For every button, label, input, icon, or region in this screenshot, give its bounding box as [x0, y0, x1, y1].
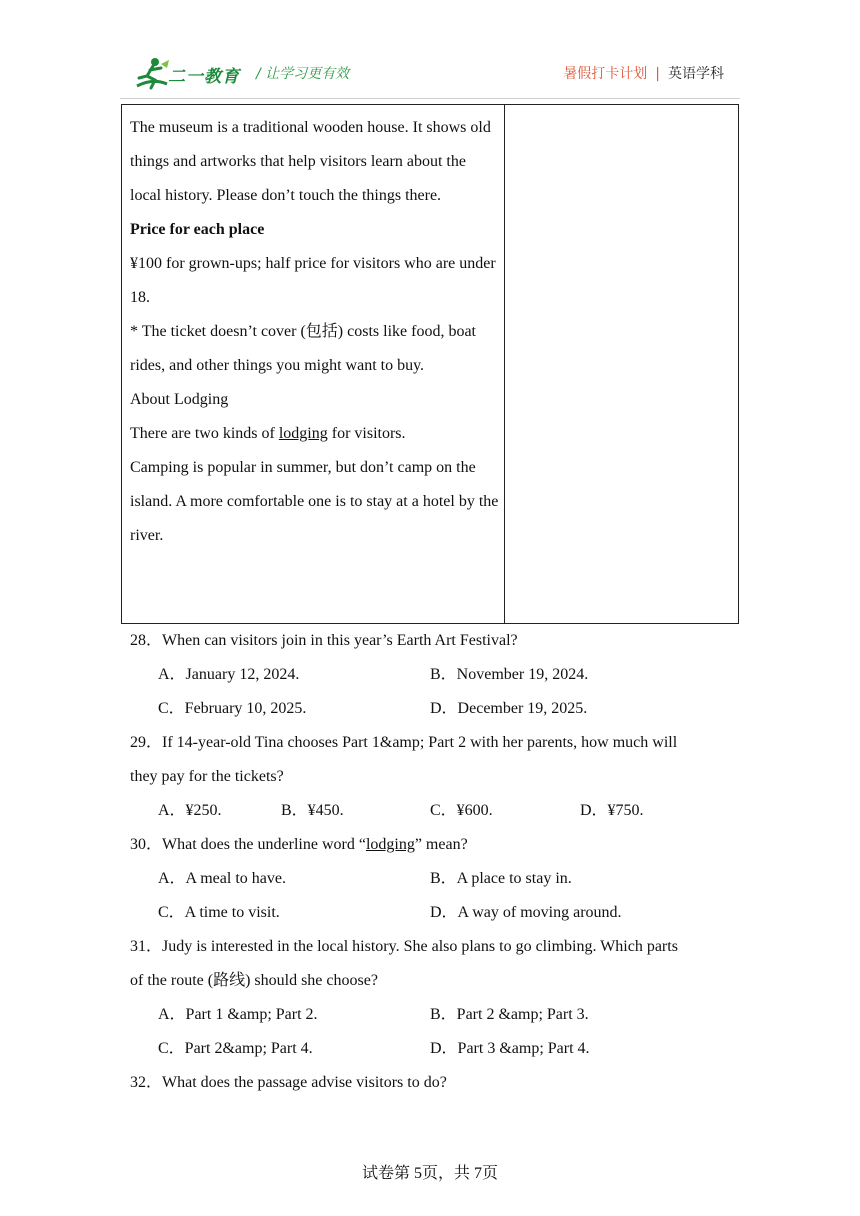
price-heading: Price for each place	[130, 221, 265, 238]
q30-option-a: A．A meal to have.	[158, 870, 286, 887]
summer-plan-label: 暑假打卡计划	[563, 66, 648, 82]
q28-option-b: B．November 19, 2024.	[430, 666, 589, 683]
q29-option-c: C．¥600.	[430, 802, 493, 819]
slogan: / 让学习更有效	[256, 66, 350, 82]
passage-cell	[130, 111, 500, 553]
q31-option-b: B．Part 2 &amp; Part 3.	[430, 1006, 589, 1023]
subject-label: 英语学科	[668, 66, 724, 82]
q30-stem-after: ” mean?	[414, 836, 468, 853]
header-rule	[120, 98, 740, 99]
header-right	[563, 63, 724, 83]
question-30	[130, 828, 730, 862]
q28-option-c: C．February 10, 2025.	[158, 700, 307, 717]
question-28: 28．When can visitors join in this year’s Earth Art Festival?	[130, 632, 518, 649]
question-29-line1: 29．If 14-year-old Tina chooses Part 1&amp; Part 2 with her parents, how much will	[130, 734, 678, 751]
question-29-line2: they pay for the tickets?	[130, 768, 284, 785]
q30-option-c: C．A time to visit.	[158, 904, 280, 921]
q31-option-a: A．Part 1 &amp; Part 2.	[158, 1006, 318, 1023]
lodging-intro-before: There are two kinds of	[130, 425, 279, 442]
page-footer: 试卷第 5页，共 7页	[361, 1165, 498, 1182]
logo-text: 二一教育	[168, 67, 240, 87]
passage-table	[121, 104, 739, 624]
lodging-heading: About Lodging	[130, 391, 229, 408]
q29-option-d: D．¥750.	[580, 802, 644, 819]
lodging-underlined-word: lodging	[278, 425, 328, 442]
q30-stem-before: 30．What does the underline word “	[130, 836, 366, 853]
lodging-text: Camping is popular in summer, but don’t camp on the island. A more comfortable one is to stay at a hotel by the river.	[130, 459, 499, 544]
museum-paragraph: The museum is a traditional wooden house. It shows old things and artworks that help visitors learn about the local history. Please don’t touch the things there.	[130, 119, 491, 204]
q28-option-d: D．December 19, 2025.	[430, 700, 588, 717]
ticket-note: * The ticket doesn’t cover (包括) costs like food, boat rides, and other things you might want to buy.	[130, 323, 476, 374]
header-divider: |	[655, 66, 660, 82]
q28-option-a: A．January 12, 2024.	[158, 666, 300, 683]
q30-option-b: B．A place to stay in.	[430, 870, 572, 887]
question-32: 32．What does the passage advise visitors to do?	[130, 1074, 447, 1091]
question-31-line2: of the route (路线) should she choose?	[130, 972, 378, 989]
q31-option-d: D．Part 3 &amp; Part 4.	[430, 1040, 590, 1057]
q30-option-d: D．A way of moving around.	[430, 904, 622, 921]
page-header	[0, 0, 860, 100]
lodging-intro	[130, 417, 500, 451]
question-31-line1: 31．Judy is interested in the local history. She also plans to go climbing. Which parts	[130, 938, 678, 955]
table-column-divider	[504, 105, 505, 623]
q29-option-b: B．¥450.	[281, 802, 344, 819]
price-text: ¥100 for grown-ups; half price for visitors who are under 18.	[130, 255, 496, 306]
q31-option-c: C．Part 2&amp; Part 4.	[158, 1040, 313, 1057]
q29-option-a: A．¥250.	[158, 802, 222, 819]
q30-underlined-word: lodging	[365, 836, 415, 853]
lodging-intro-after: for visitors.	[327, 425, 406, 442]
